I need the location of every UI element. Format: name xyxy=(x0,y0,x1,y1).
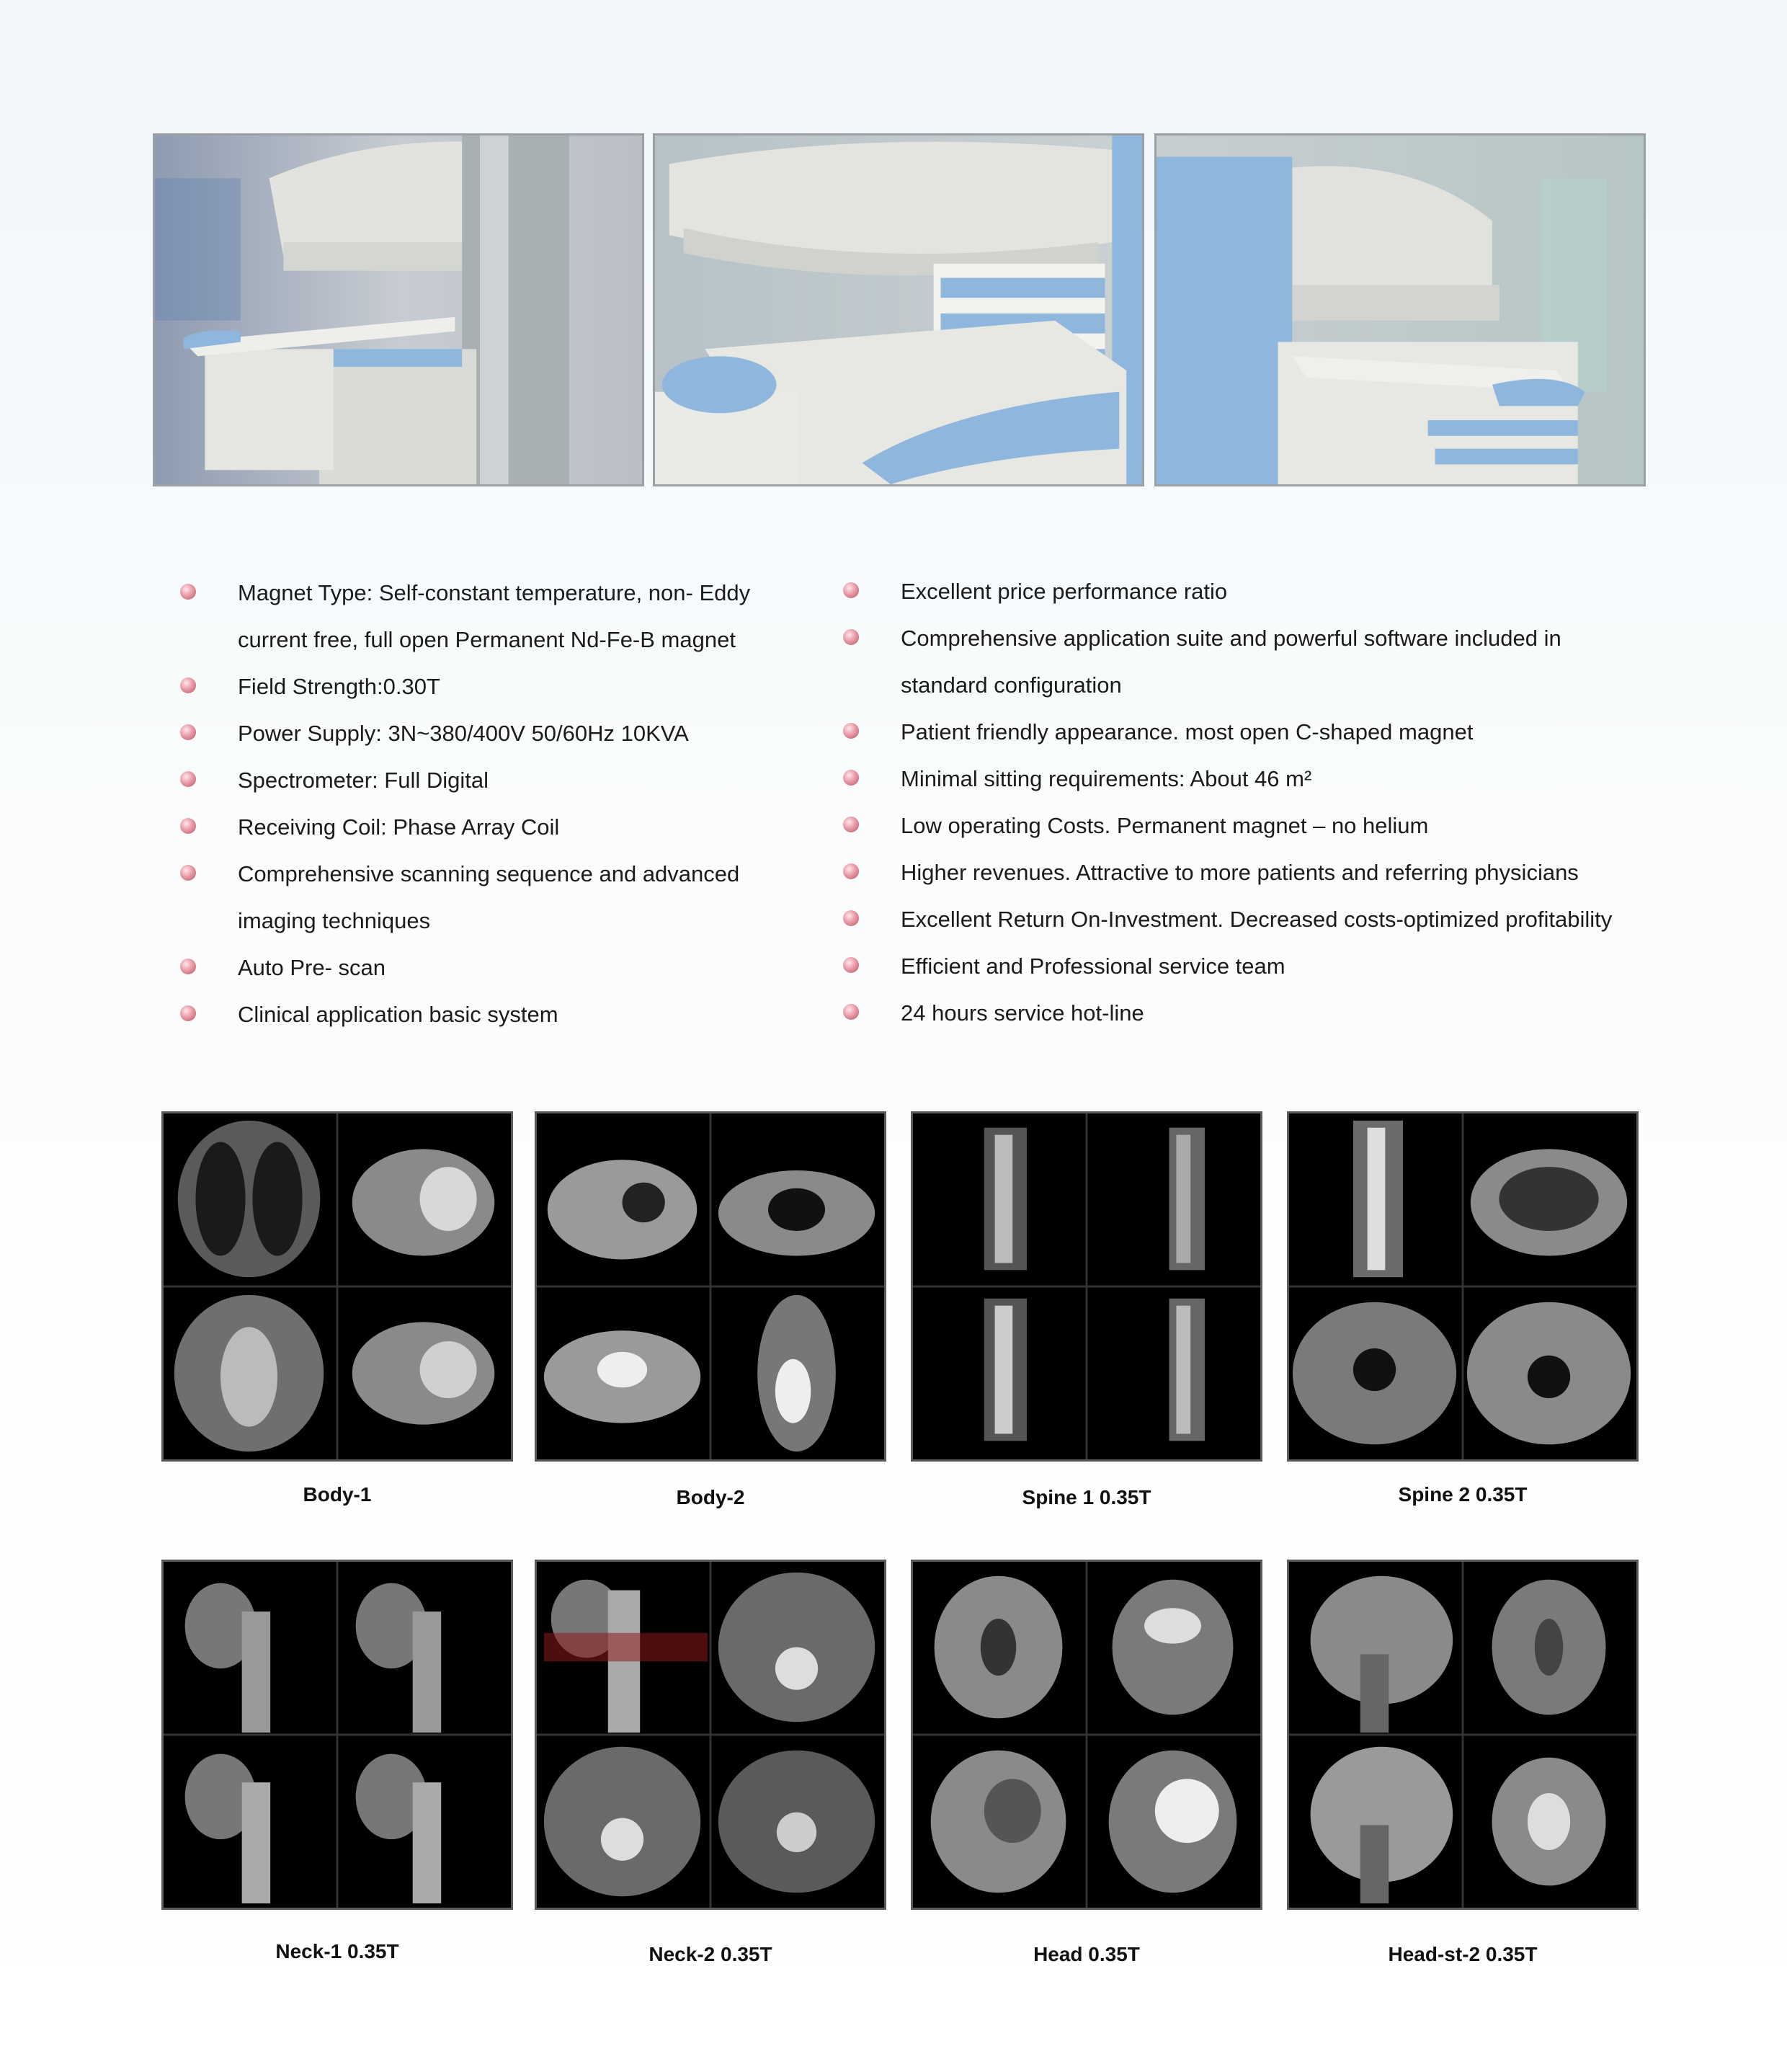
feature-item: Minimal sitting requirements: About 46 m² xyxy=(843,755,1612,802)
bullet-icon xyxy=(843,723,859,739)
spec-item: Spectrometer: Full Digital xyxy=(180,757,750,804)
scan-spine-1 xyxy=(911,1111,1262,1462)
mri-photo-column-view xyxy=(1154,133,1646,486)
bullet-icon xyxy=(180,959,196,974)
scan-caption: Body-2 xyxy=(676,1486,745,1508)
bullet-icon xyxy=(843,863,859,879)
spec-item: Clinical application basic system xyxy=(180,991,750,1038)
scan-caption: Spine 2 0.35T xyxy=(1398,1483,1528,1506)
feature-item: Higher revenues. Attractive to more patients and referring physicians xyxy=(843,849,1612,896)
scan-neck-2 xyxy=(535,1560,886,1910)
scan-spine-2 xyxy=(1287,1111,1639,1462)
bullet-icon xyxy=(843,957,859,973)
mri-photo-side-view xyxy=(153,133,644,486)
scan-caption: Spine 1 0.35T xyxy=(1022,1486,1151,1508)
feature-item-continued: standard configuration xyxy=(901,672,1122,698)
feature-item: Low operating Costs. Permanent magnet – no helium xyxy=(843,802,1612,849)
scan-caption: Body-1 xyxy=(303,1483,372,1506)
scan-head-st-2 xyxy=(1287,1560,1639,1910)
spec-item: Magnet Type: Self-constant temperature, non- Eddy xyxy=(180,569,750,616)
scan-caption: Neck-1 0.35T xyxy=(275,1940,399,1962)
feature-item: 24 hours service hot-line xyxy=(843,990,1612,1036)
scan-caption: Head-st-2 0.35T xyxy=(1388,1943,1538,1965)
scan-head xyxy=(911,1560,1262,1910)
spec-item-continued: current free, full open Permanent Nd-Fe-B magnet xyxy=(238,627,736,652)
bullet-icon xyxy=(843,582,859,598)
feature-item: Efficient and Professional service team xyxy=(843,943,1612,990)
feature-item: Comprehensive application suite and powerful software included in xyxy=(843,615,1612,662)
bullet-icon xyxy=(180,818,196,834)
spec-item: Power Supply: 3N~380/400V 50/60Hz 10KVA xyxy=(180,710,750,757)
bullet-icon xyxy=(843,629,859,645)
scan-caption: Head 0.35T xyxy=(1033,1943,1140,1965)
feature-item: Excellent price performance ratio xyxy=(843,568,1612,615)
scan-body-2 xyxy=(535,1111,886,1462)
spec-item: Receiving Coil: Phase Array Coil xyxy=(180,804,750,850)
spec-list-right xyxy=(843,568,1612,1036)
bullet-icon xyxy=(180,677,196,693)
spec-item-continued: imaging techniques xyxy=(238,908,431,933)
feature-item: Excellent Return On-Investment. Decreased costs-optimized profitability xyxy=(843,896,1612,943)
spec-item: Comprehensive scanning sequence and advanced xyxy=(180,850,750,897)
bullet-icon xyxy=(180,584,196,600)
scan-body-1 xyxy=(161,1111,513,1462)
mri-photo-table-view xyxy=(653,133,1144,486)
bullet-icon xyxy=(843,910,859,926)
spec-item: Field Strength:0.30T xyxy=(180,663,750,710)
bullet-icon xyxy=(180,865,196,881)
feature-item: Patient friendly appearance. most open C-shaped magnet xyxy=(843,708,1612,755)
scan-neck-1 xyxy=(161,1560,513,1910)
bullet-icon xyxy=(180,771,196,787)
bullet-icon xyxy=(843,770,859,786)
scan-caption: Neck-2 0.35T xyxy=(649,1943,772,1965)
bullet-icon xyxy=(843,817,859,832)
spec-list-left xyxy=(180,569,750,1038)
bullet-icon xyxy=(180,1005,196,1021)
bullet-icon xyxy=(843,1004,859,1020)
bullet-icon xyxy=(180,724,196,740)
spec-item: Auto Pre- scan xyxy=(180,944,750,991)
